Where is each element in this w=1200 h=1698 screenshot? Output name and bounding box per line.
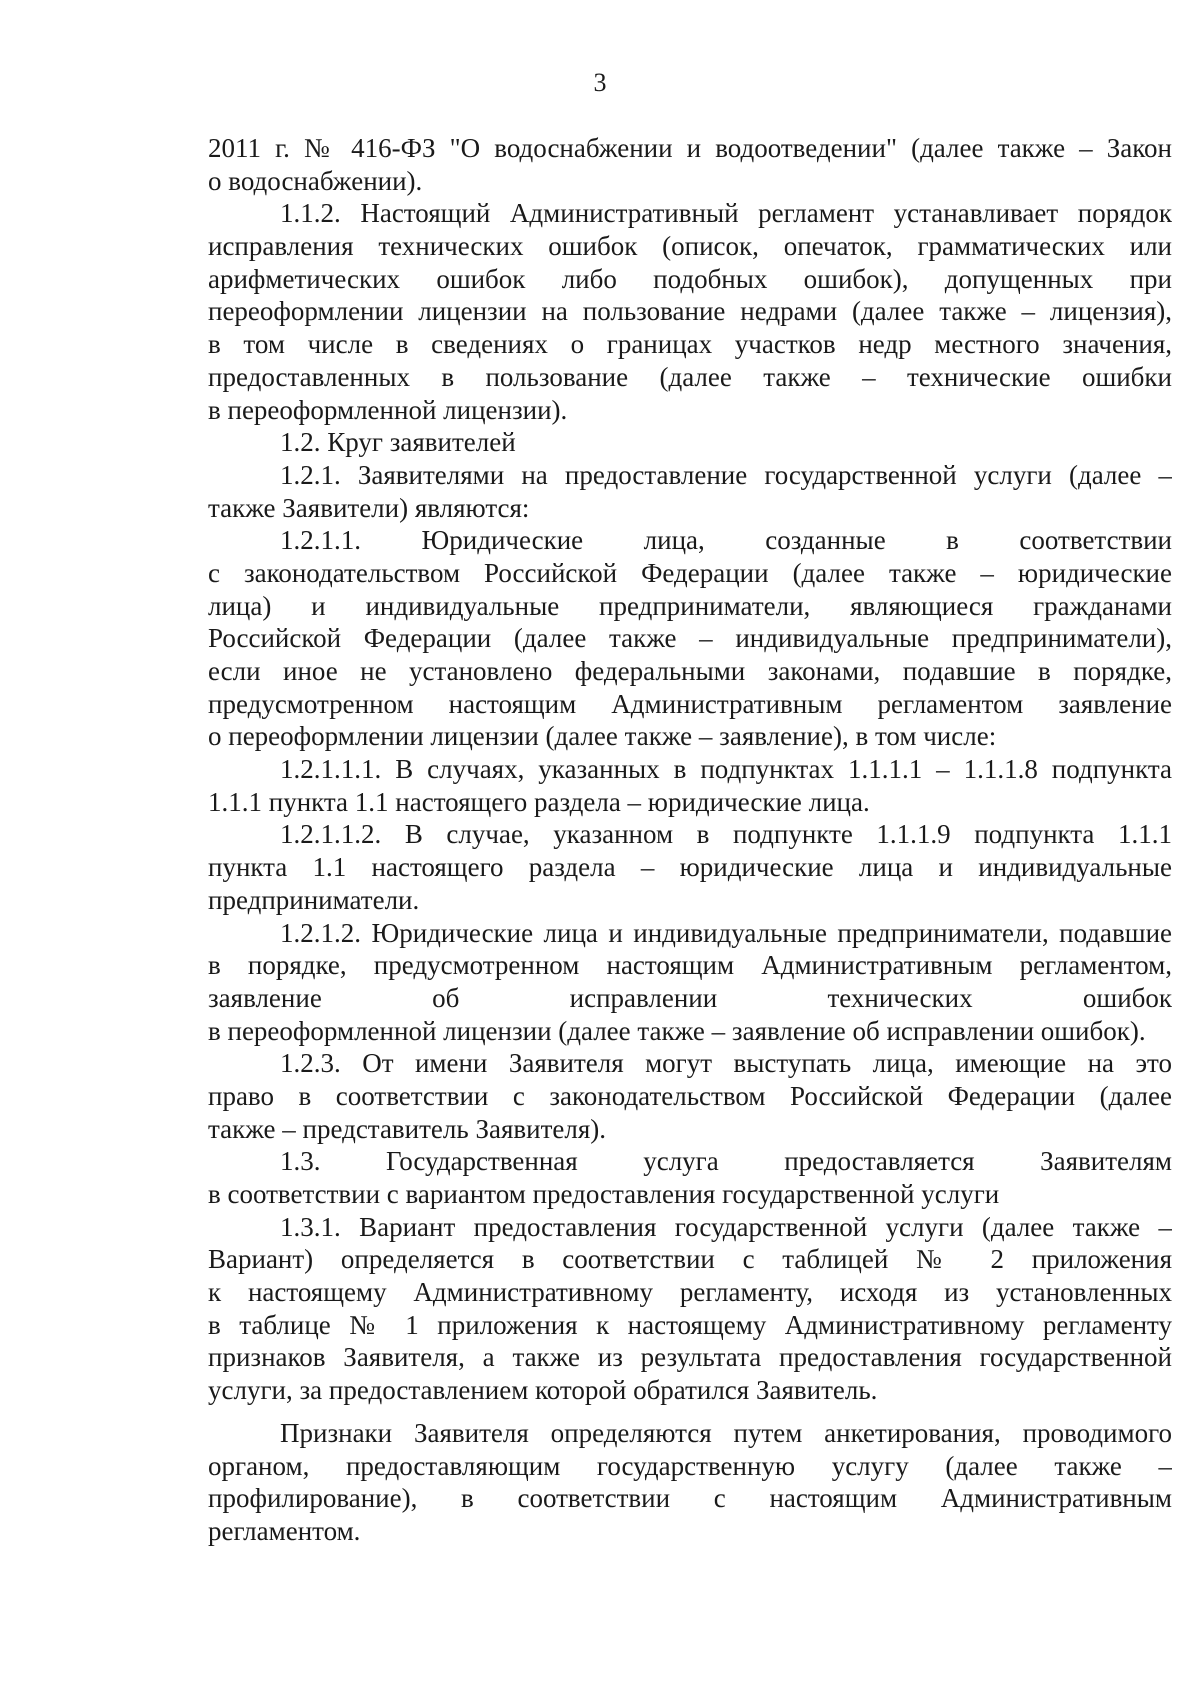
text-line: лица) и индивидуальные предприниматели, являющиеся гражданами xyxy=(208,590,1172,621)
text-line: также Заявители) являются: xyxy=(208,492,530,523)
paragraph-gap xyxy=(208,1407,1172,1417)
text-line: арифметических ошибок либо подобных ошибок), допущенных при xyxy=(208,263,1172,294)
text-line: в таблице № 1 приложения к настоящему Административному регламенту xyxy=(208,1309,1172,1340)
text-line: 2011 г. № 416-ФЗ "О водоснабжении и водоотведении" (далее также – Закон xyxy=(208,133,1172,163)
text-line: органом, предоставляющим государственную услугу (далее также – xyxy=(208,1450,1172,1481)
text-line: 1.2.3. От имени Заявителя могут выступать лица, имеющие на это xyxy=(280,1048,1172,1079)
text-line: о водоснабжении). xyxy=(208,165,423,196)
text-line: услуги, за предоставлением которой обратился Заявитель. xyxy=(208,1375,878,1406)
text-line: 1.3.1. Вариант предоставления государственной услуги (далее также – xyxy=(280,1211,1172,1242)
text-line: в том числе в сведениях о границах участков недр местного значения, xyxy=(208,329,1172,360)
document-body xyxy=(208,132,1172,1548)
text-line: Российской Федерации (далее также – индивидуальные предприниматели), xyxy=(208,623,1172,654)
text-line: Вариант) определяется в соответствии с таблицей № 2 приложения xyxy=(208,1244,1172,1275)
text-line: к настоящему Административному регламенту, исходя из установленных xyxy=(208,1277,1172,1308)
text-line: Признаки Заявителя определяются путем анкетирования, проводимого xyxy=(280,1417,1172,1448)
text-line: в переоформленной лицензии (далее также – заявление об исправлении ошибок). xyxy=(208,1015,1146,1046)
text-line: если иное не установлено федеральными законами, подавшие в порядке, xyxy=(208,656,1172,686)
text-line: 1.2.1.1.1. В случаях, указанных в подпунктах 1.1.1.1 – 1.1.1.8 подпункта xyxy=(280,754,1172,785)
text-line: признаков Заявителя, а также из результата предоставления государственной xyxy=(208,1342,1172,1373)
text-line: исправления технических ошибок (описок, опечаток, грамматических или xyxy=(208,231,1172,262)
text-line: о переоформлении лицензии (далее также – заявление), в том числе: xyxy=(208,721,997,752)
text-line: предоставленных в пользование (далее также – технические ошибки xyxy=(208,361,1172,392)
page-number: 3 xyxy=(593,68,607,97)
text-line: предусмотренном настоящим Административным регламентом заявление xyxy=(208,688,1172,719)
text-line: право в соответствии с законодательством Российской Федерации (далее xyxy=(208,1080,1172,1111)
text-line: в соответствии с вариантом предоставления государственной услуги xyxy=(208,1179,1000,1209)
text-line: в переоформленной лицензии). xyxy=(208,394,568,425)
text-line: 1.2.1. Заявителями на предоставление государственной услуги (далее – xyxy=(280,459,1172,490)
text-line: 1.1.1 пункта 1.1 настоящего раздела – юридические лица. xyxy=(208,786,870,817)
text-line: 1.3. Государственная услуга предоставляется Заявителям xyxy=(280,1146,1172,1177)
text-line: пункта 1.1 настоящего раздела – юридические лица и индивидуальные xyxy=(208,852,1172,883)
text-line: 1.2. Круг заявителей xyxy=(280,427,516,458)
text-line: профилирование), в соответствии с настоящим Административным xyxy=(208,1483,1172,1514)
text-line: предприниматели. xyxy=(208,884,420,915)
text-line: 1.2.1.1. Юридические лица, созданные в соответствии xyxy=(280,525,1172,556)
text-line: 1.2.1.2. Юридические лица и индивидуальные предприниматели, подавшие xyxy=(280,917,1172,948)
text-line: с законодательством Российской Федерации (далее также – юридические xyxy=(208,557,1172,588)
text-line: в порядке, предусмотренном настоящим Административным регламентом, xyxy=(208,950,1172,981)
text-line: переоформлении лицензии на пользование недрами (далее также – лицензия), xyxy=(208,296,1172,327)
text-line: 1.2.1.1.2. В случае, указанном в подпункте 1.1.1.9 подпункта 1.1.1 xyxy=(280,819,1172,850)
text-line: регламентом. xyxy=(208,1515,361,1546)
text-line: 1.1.2. Настоящий Административный регламент устанавливает порядок xyxy=(280,198,1172,229)
text-line: также – представитель Заявителя). xyxy=(208,1113,606,1144)
text-line: заявление об исправлении технических ошибок xyxy=(208,982,1172,1013)
